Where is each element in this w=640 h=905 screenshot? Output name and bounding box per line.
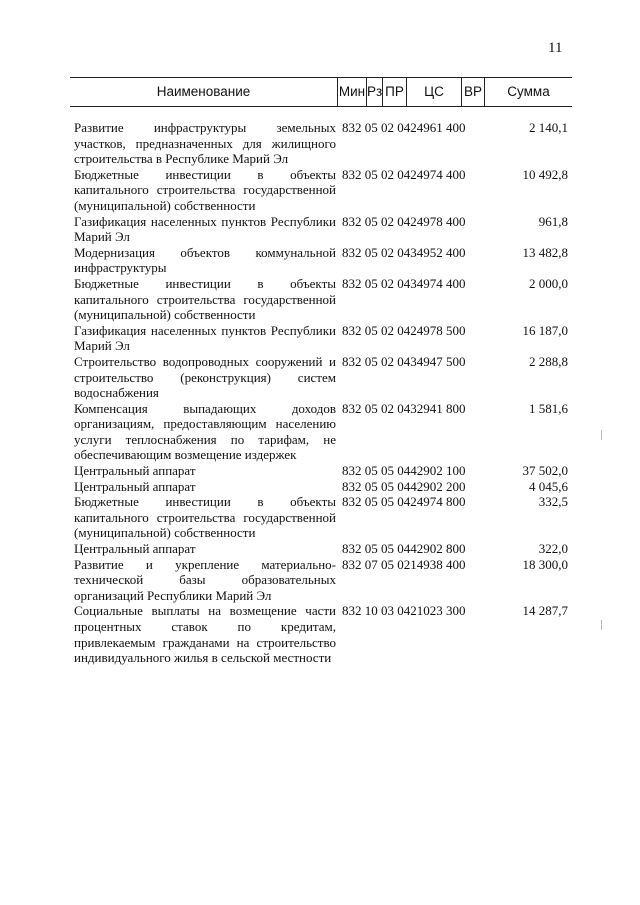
table-row — [0, 463, 640, 479]
row-codes: 832 05 05 0442902 800 — [342, 541, 466, 557]
row-sum: 2 000,0 — [529, 275, 568, 291]
row-sum: 4 045,6 — [529, 478, 568, 494]
row-name: Развитие и укрепление материально-технической базы образовательных организаций Республики Марий Эл — [74, 556, 336, 603]
row-sum: 37 502,0 — [522, 463, 568, 479]
row-sum: 16 187,0 — [522, 322, 568, 338]
table-body — [0, 120, 640, 666]
row-codes: 832 05 02 0432941 800 — [342, 400, 466, 416]
table-row — [0, 323, 640, 354]
row-name: Центральный аппарат — [74, 463, 196, 479]
row-name: Развитие инфраструктуры земельных участков, предназначенных для жилищного строительства в Республике Марий Эл — [74, 120, 336, 167]
table-row — [0, 354, 640, 401]
row-codes: 832 05 02 0424978 500 — [342, 322, 466, 338]
row-name: Бюджетные инвестиции в объекты капитального строительства государственной (муниципальной) собственности — [74, 494, 336, 541]
row-codes: 832 05 05 0442902 100 — [342, 463, 466, 479]
row-name: Бюджетные инвестиции в объекты капитального строительства государственной (муниципальной) собственности — [74, 275, 336, 323]
row-codes: 832 05 02 0424974 400 — [342, 166, 466, 182]
table-row — [0, 276, 640, 323]
column-header-name: Наименование — [156, 84, 251, 99]
column-header-rz: Рз — [367, 84, 383, 99]
row-codes: 832 05 02 0424961 400 — [342, 120, 466, 135]
table-row — [0, 120, 640, 167]
column-header-min: Мин — [338, 84, 366, 99]
column-header-vr: ВР — [463, 84, 482, 99]
row-codes: 832 05 05 0424974 800 — [342, 494, 466, 510]
row-sum: 13 482,8 — [522, 244, 568, 260]
row-name: Компенсация выпадающих доходов организациям, предоставляющим населению услуги теплоснабжения по тарифам, не обеспечивающим возмещение издержек — [74, 400, 336, 463]
row-name: Строительство водопроводных сооружений и строительство (реконструкция) систем водоснабжения — [74, 353, 336, 401]
table-row — [0, 401, 640, 463]
row-sum: 18 300,0 — [522, 556, 568, 572]
row-codes: 832 10 03 0421023 300 — [342, 603, 466, 619]
row-name: Центральный аппарат — [74, 478, 196, 494]
scan-mark — [601, 620, 602, 630]
row-codes: 832 05 05 0442902 200 — [342, 478, 466, 494]
row-sum: 332,5 — [538, 494, 568, 510]
row-codes: 832 05 02 0434974 400 — [342, 275, 466, 291]
table-row — [0, 494, 640, 541]
row-sum: 322,0 — [538, 541, 568, 557]
table-header — [70, 77, 572, 107]
row-name: Социальные выплаты на возмещение части процентных ставок по кредитам, привлекаемым гражданами на строительство индивидуального жилья в сельской местности — [74, 603, 336, 666]
row-sum: 961,8 — [538, 213, 568, 229]
table-row — [0, 541, 640, 557]
row-sum: 2 288,8 — [529, 353, 568, 369]
row-name: Центральный аппарат — [74, 541, 196, 557]
column-header-sum: Сумма — [507, 84, 550, 99]
table-row — [0, 557, 640, 604]
row-codes: 832 05 02 0434952 400 — [342, 244, 466, 260]
table-row — [0, 167, 640, 214]
column-header-cs: ЦС — [424, 84, 444, 99]
row-name: Модернизация объектов коммунальной инфраструктуры — [74, 244, 336, 276]
table-row — [0, 214, 640, 245]
row-codes: 832 05 02 0424978 400 — [342, 213, 466, 229]
row-name: Бюджетные инвестиции в объекты капитального строительства государственной (муниципальной) собственности — [74, 166, 336, 213]
column-header-pr: ПР — [385, 84, 404, 99]
table-row — [0, 603, 640, 665]
row-sum: 14 287,7 — [522, 603, 568, 619]
row-name: Газификация населенных пунктов Республики Марий Эл — [74, 322, 336, 354]
row-sum: 1 581,6 — [529, 400, 568, 416]
scan-mark — [601, 430, 602, 440]
row-codes: 832 07 05 0214938 400 — [342, 556, 466, 572]
row-codes: 832 05 02 0434947 500 — [342, 353, 466, 369]
table-row — [0, 479, 640, 495]
row-sum: 10 492,8 — [522, 166, 568, 182]
page-number: 11 — [548, 40, 563, 56]
row-sum: 2 140,1 — [529, 120, 568, 135]
row-name: Газификация населенных пунктов Республики Марий Эл — [74, 213, 336, 245]
table-row — [0, 245, 640, 276]
